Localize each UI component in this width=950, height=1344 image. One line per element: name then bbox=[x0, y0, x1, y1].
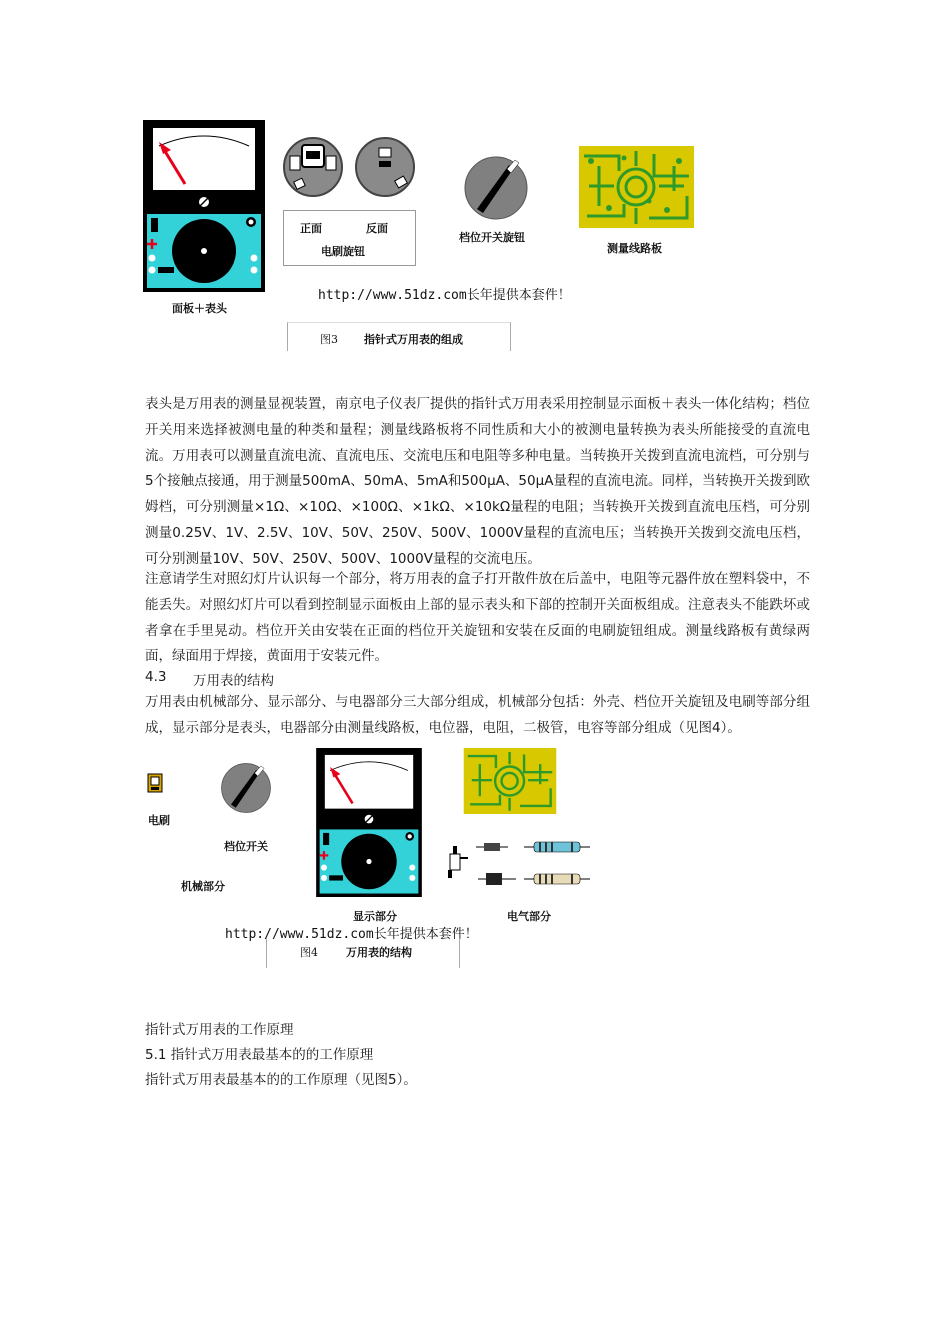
brush-knob-front-image bbox=[282, 136, 344, 198]
figure4-caption-text: 万用表的结构 bbox=[346, 946, 412, 959]
heading-working-principle: 指针式万用表的工作原理 bbox=[145, 1022, 294, 1038]
meter-panel-image bbox=[143, 120, 265, 292]
fig4-components-image bbox=[446, 836, 592, 892]
fig4-brush-label: 电刷 bbox=[148, 814, 170, 827]
pcb-caption: 测量线路板 bbox=[607, 242, 662, 255]
paragraph-student-notes: 注意请学生对照幻灯片认识每一个部分，将万用表的盒子打开散件放在后盖中，电阻等元器件放在塑料袋中，不能丢失。对照幻灯片可以看到控制显示面板由上部的显示表头和下部的控制开关面板组成。注意表头不能跌坏或者拿在手里晃动。档位开关由安装在正面的档位开关旋钮和安装在反面的电刷旋钮组成。测量线路板有黄绿两面，绿面用于焊接，黄面用于安装元件。 bbox=[145, 571, 810, 665]
paragraph-figure5-ref: 指针式万用表最基本的的工作原理（见图5）。 bbox=[145, 1072, 417, 1088]
fig4-electrical-label: 电气部分 bbox=[507, 910, 551, 923]
paragraph-structure: 万用表由机械部分、显示部分、与电器部分三大部分组成，机械部分包括：外壳、档位开关旋钮及电刷等部分组成，显示部分是表头，电器部分由测量线路板，电位器，电阻，二极管，电容等部分组成（见图4）。 bbox=[145, 694, 810, 736]
figure4-caption-number: 图4 bbox=[300, 946, 318, 959]
figure3-url: http://www.51dz.com长年提供本套件！ bbox=[318, 288, 571, 303]
fig4-switch-knob-image bbox=[220, 762, 272, 814]
paragraph-meter-description: 表头是万用表的测量显视装置，南京电子仪表厂提供的指针式万用表采用控制显示面板＋表头一体化结构；档位开关用来选择被测电量的种类和量程；测量线路板将不同性质和大小的被测电量转换为表头所能接受的直流电流。万用表可以测量直流电流、直流电压、交流电压和电阻等多种电量。当转换开关拨到直流电流档，可分别与5个接触点接通，用于测量500mA、50mA、5mA和500μA、50μA量程的直流电流。同样，当转换开关拨到欧姆档，可分别测量×1Ω、×10Ω、×100Ω、×1kΩ、×10kΩ量程的电阻；当转换开关拨到直流电压档，可分别测量0.25V、1V、2.5V、10V、50V、250V、500V、1000V量程的直流电压；当转换开关拨到交流电压档，可分别测量10V、50V、250V、500V、1000V量程的交流电压。 bbox=[145, 396, 810, 567]
brush-knob-back-image bbox=[354, 136, 416, 198]
panel-label: 面板＋表头 bbox=[172, 302, 227, 315]
section-4-3-number: 4.3 bbox=[145, 669, 167, 685]
fig4-display-label: 显示部分 bbox=[353, 910, 397, 923]
heading-5-1: 5.1 指针式万用表最基本的的工作原理 bbox=[145, 1047, 374, 1063]
section-4-3-title: 万用表的结构 bbox=[193, 673, 274, 689]
fig4-mechanical-label: 机械部分 bbox=[181, 880, 225, 893]
range-switch-caption: 档位开关旋钮 bbox=[459, 231, 525, 244]
fig4-switch-label: 档位开关 bbox=[224, 840, 268, 853]
pcb-board-image bbox=[579, 146, 694, 228]
figure3-caption-text: 指针式万用表的组成 bbox=[364, 333, 463, 346]
brush-icon-image bbox=[147, 773, 163, 793]
fig4-pcb-image bbox=[463, 748, 557, 814]
figure4-url: http://www.51dz.com长年提供本套件！ bbox=[225, 927, 478, 942]
brush-knob-caption: 电刷旋钮 bbox=[321, 245, 365, 258]
brush-front-label: 正面 bbox=[300, 222, 322, 235]
figure3-caption-number: 图3 bbox=[320, 333, 338, 346]
fig4-meter-image bbox=[316, 748, 422, 897]
brush-back-label: 反面 bbox=[366, 222, 388, 235]
range-switch-knob-image bbox=[463, 155, 529, 221]
